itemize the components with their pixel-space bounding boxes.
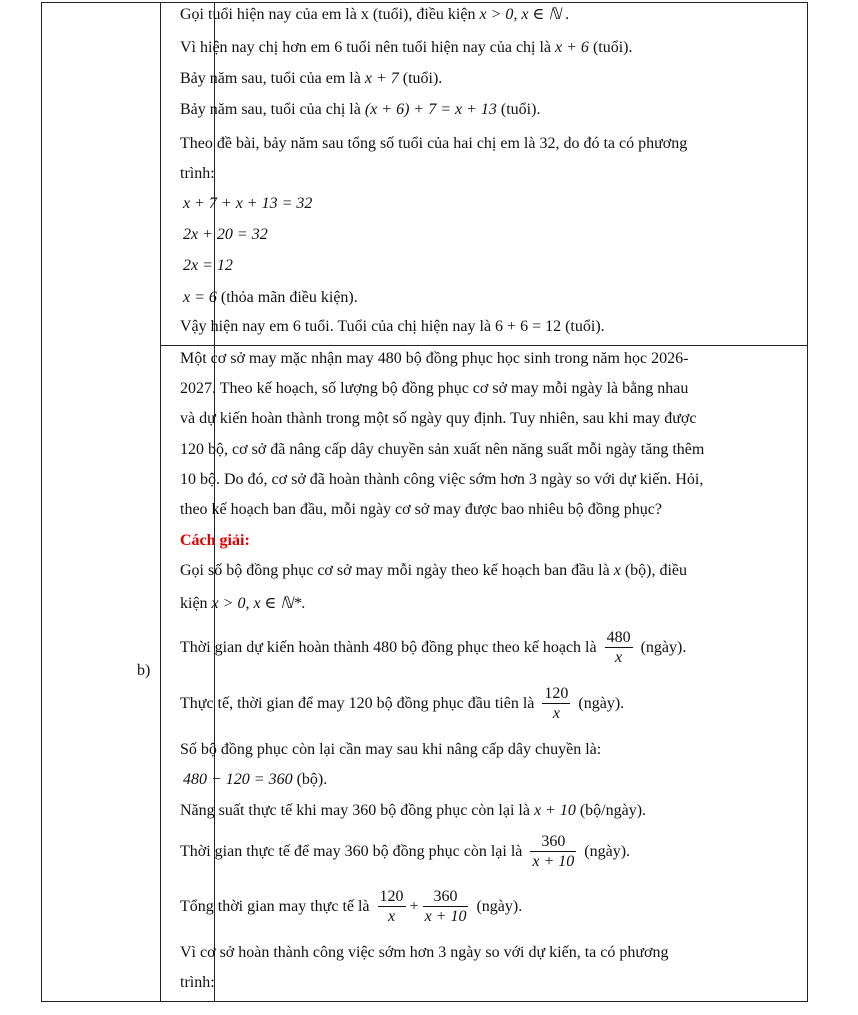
line-sister-age: Vì hiện nay chị hơn em 6 tuổi nên tuổi hiện nay của chị là x + 6 (tuổi). [180, 39, 633, 56]
line-sister-future: Bảy năm sau, tuổi của chị là (x + 6) + 7 = x + 13 (tuổi). [180, 101, 541, 118]
solution-heading: Cách giải: [180, 532, 250, 549]
step-remaining-calc: 480 − 120 = 360 (bộ). [183, 771, 328, 788]
problem-line-2: 2027. Theo kế hoạch, số lượng bộ đồng phục cơ sở may mỗi ngày là bằng nhau [180, 380, 689, 397]
step-condition: kiện x > 0, x ∈ ℕ*. [180, 595, 306, 612]
equation-4: x = 6 (thỏa mãn điều kiện). [183, 289, 358, 306]
line-statement: Theo đề bài, bảy năm sau tổng số tuổi của hai chị em là 32, do đó ta có phương [180, 135, 688, 152]
part-b-label: b) [137, 662, 151, 679]
step-equation-intro-end: trình: [180, 974, 215, 991]
step-planned-time: Thời gian dự kiến hoàn thành 480 bộ đồng phục theo kế hoạch là $\frac{480}{x}$ (ngày). [180, 629, 687, 666]
step-first-phase-time: Thực tế, thời gian để may 120 bộ đồng phục đầu tiên là $\frac{120}{x}$ (ngày). [180, 685, 625, 722]
equation-2: 2x + 20 = 32 [183, 226, 268, 243]
step-equation-intro: Vì cơ sở hoàn thành công việc sớm hơn 3 ngày so với dự kiến, ta có phương [180, 944, 669, 961]
equation-3: 2x = 12 [183, 257, 233, 274]
fraction-first-phase: $\frac{120}{x}$ [544, 685, 569, 722]
problem-line-3: và dự kiến hoàn thành trong một số ngày quy định. Tuy nhiên, sau khi may được [180, 410, 697, 427]
fraction-planned-time: $\frac{480}{x}$ [606, 629, 631, 666]
step-define-x: Gọi số bộ đồng phục cơ sở may mỗi ngày theo kế hoạch ban đầu là x (bộ), điều [180, 562, 688, 579]
line-statement-end: trình: [180, 165, 215, 182]
problem-line-5: 10 bộ. Do đó, cơ sở đã hoàn thành công việc sớm hơn 3 ngày so với dự kiến. Hỏi, [180, 471, 704, 488]
problem-line-6: theo kế hoạch ban đầu, mỗi ngày cơ sở may được bao nhiêu bộ đồng phục? [180, 501, 662, 518]
fraction-actual-time: $\frac{360}{x + 10}$ [532, 833, 575, 870]
step-actual-rate: Năng suất thực tế khi may 360 bộ đồng phục còn lại là x + 10 (bộ/ngày). [180, 802, 647, 819]
equation-1: x + 7 + x + 13 = 32 [183, 195, 313, 212]
conclusion-a: Vậy hiện nay em 6 tuổi. Tuổi của chị hiện nay là 6 + 6 = 12 (tuổi). [180, 318, 605, 335]
column-divider-1 [160, 3, 161, 1001]
fraction-total-2: $\frac{360}{x + 10}$ [424, 888, 467, 925]
line-condition: Gọi tuổi hiện nay của em là x (tuổi), điều kiện x > 0, x ∈ ℕ . [180, 6, 570, 23]
fraction-total-1: $\frac{120}{x}$ [379, 888, 404, 925]
step-actual-time: Thời gian thực tế để may 360 bộ đồng phục còn lại là $\frac{360}{x + 10}$ (ngày). [180, 833, 631, 870]
problem-line-4: 120 bộ, cơ sở đã nâng cấp dây chuyền sản xuất nên năng suất mỗi ngày tăng thêm [180, 441, 705, 458]
step-total-time: Tổng thời gian may thực tế là $\frac{120}{x}$ + $\frac{360}{x + 10}$ (ngày). [180, 888, 523, 925]
step-remaining: Số bộ đồng phục còn lại cần may sau khi nâng cấp dây chuyền là: [180, 741, 602, 758]
row-divider [160, 345, 807, 346]
line-brother-future: Bảy năm sau, tuổi của em là x + 7 (tuổi). [180, 70, 443, 87]
problem-line-1: Một cơ sở may mặc nhận may 480 bộ đồng phục học sinh trong năm học 2026- [180, 350, 689, 367]
